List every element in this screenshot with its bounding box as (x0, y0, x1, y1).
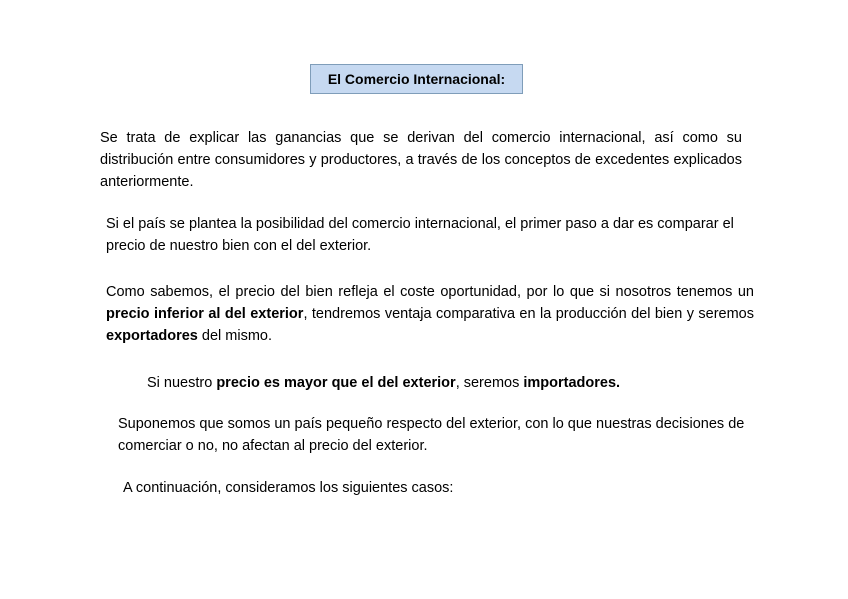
paragraph-cases-intro: A continuación, consideramos los siguientes casos: (123, 480, 454, 496)
paragraph-importers-text-2: , seremos (455, 375, 524, 391)
paragraph-importers-text-1: Si nuestro (147, 375, 217, 391)
paragraph-compare-prices: Si el país se plantea la posibilidad del comercio internacional, el primer paso a dar es comparar el precio de nuestro bien con el del exterior. (106, 216, 734, 254)
paragraph-exporters-text-2: , tendremos ventaja comparativa en la producción del bien y seremos (303, 306, 754, 322)
paragraph-exporters (106, 281, 754, 347)
paragraph-gains-of-trade: Se trata de explicar las ganancias que se derivan del comercio internacional, así como su distribución entre consumidores y productores, a través de los conceptos de excedentes explicados anteriormente. (100, 130, 742, 190)
emphasis-exporters: exportadores (106, 328, 198, 344)
paragraph-exporters-text-1: Como sabemos, el precio del bien refleja el coste oportunidad, por lo que si nosotros tenemos un (106, 284, 754, 300)
paragraph-importers (147, 372, 747, 394)
paragraph-small-country: Suponemos que somos un país pequeño respecto del exterior, con lo que nuestras decisiones de comerciar o no, no afectan al precio del exterior. (118, 416, 745, 454)
emphasis-lower-price: precio inferior al del exterior (106, 306, 304, 322)
emphasis-importers: importadores. (523, 375, 621, 391)
slide-title: El Comercio Internacional: (310, 64, 523, 94)
paragraph-exporters-text-3: del mismo. (197, 328, 273, 344)
emphasis-higher-price: precio es mayor que el del exterior (216, 375, 456, 391)
